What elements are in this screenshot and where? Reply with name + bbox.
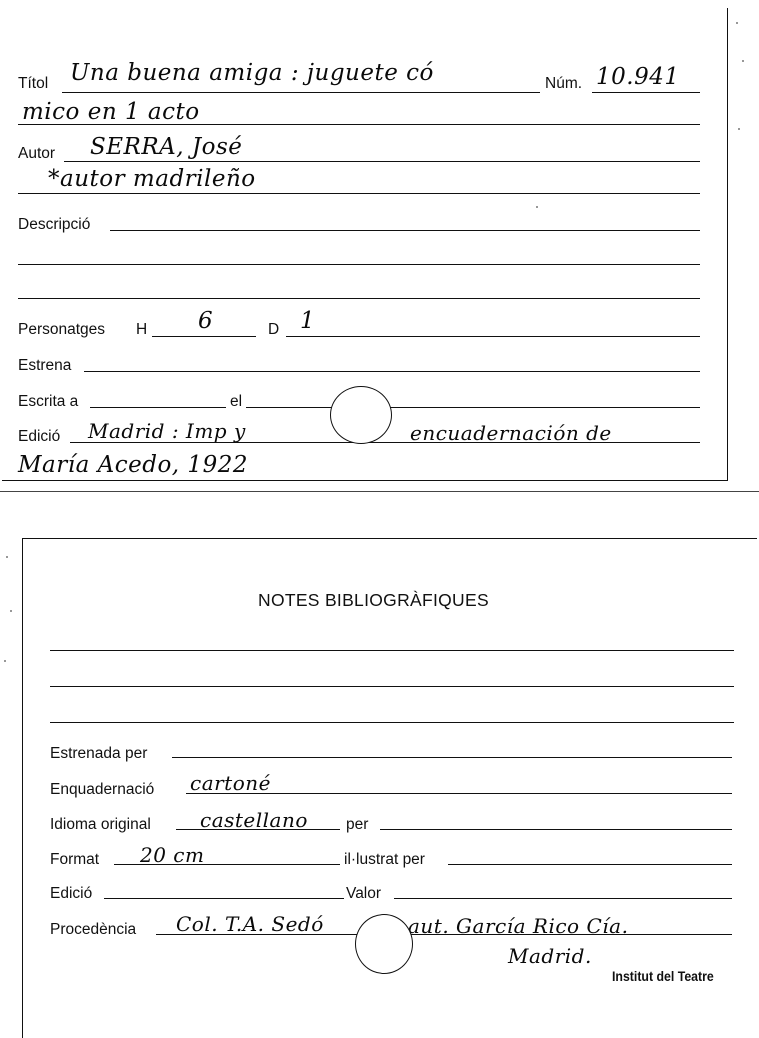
procedencia-label: Procedència — [50, 921, 137, 938]
idioma-per-label: per — [346, 816, 369, 833]
illustrat-label: il·lustrat per — [344, 851, 425, 868]
titol-value: Una buena amiga : juguete có — [70, 60, 434, 86]
escrita-line — [90, 407, 226, 408]
scan-speck — [4, 660, 6, 662]
el-label: el — [230, 393, 243, 410]
autor-line — [64, 161, 700, 162]
illustrat-line — [448, 864, 732, 865]
num-line — [592, 92, 700, 93]
estrena-line — [84, 371, 700, 372]
estrenada-label: Estrenada per — [50, 745, 148, 762]
autor-line-2 — [18, 193, 700, 194]
scan-speck — [742, 60, 744, 62]
d-label: D — [268, 321, 280, 338]
institut-stamp: Institut del Teatre — [612, 968, 714, 984]
edicio-label: Edició — [18, 428, 61, 445]
descripcio-line-2 — [18, 264, 700, 265]
idioma-per-line — [380, 829, 732, 830]
num-value: 10.941 — [596, 64, 680, 90]
format-value: 20 cm — [140, 843, 205, 867]
punch-hole-top — [330, 386, 392, 444]
scan-speck — [6, 556, 8, 558]
valor-line — [394, 898, 732, 899]
edicio-b-label: Edició — [50, 885, 93, 902]
h-label: H — [136, 321, 148, 338]
valor-label: Valor — [346, 885, 382, 902]
edicio-value: Madrid : Imp y — [88, 419, 246, 443]
titol-line — [62, 92, 540, 93]
notes-line-2 — [50, 686, 734, 687]
d-line — [286, 336, 700, 337]
h-value: 6 — [198, 308, 214, 334]
enquadernacio-label: Enquadernació — [50, 781, 155, 798]
scan-speck — [536, 206, 538, 208]
d-value: 1 — [300, 308, 316, 334]
personatges-label: Personatges — [18, 321, 106, 338]
notes-line-1 — [50, 650, 734, 651]
h-line — [152, 336, 256, 337]
procedencia-value: Col. T.A. Sedó — [176, 912, 324, 936]
punch-hole-bottom — [355, 914, 413, 974]
enquadernacio-value: cartoné — [190, 771, 271, 795]
autor-note: *autor madrileño — [48, 166, 256, 192]
format-label: Format — [50, 851, 100, 868]
autor-label: Autor — [18, 145, 56, 162]
edicio-value-b: encuadernación de — [410, 421, 612, 445]
scan-speck — [738, 128, 740, 130]
procedencia-value-2: Madrid. — [508, 944, 592, 968]
estrenada-line — [172, 757, 732, 758]
edicio-b-line — [104, 898, 344, 899]
scan-speck — [10, 610, 12, 612]
titol-value-2: mico en 1 acto — [22, 99, 200, 125]
estrena-label: Estrena — [18, 357, 72, 374]
scan-speck — [736, 22, 738, 24]
descripcio-line-3 — [18, 298, 700, 299]
notes-line-3 — [50, 722, 734, 723]
titol-label: Títol — [18, 75, 49, 92]
escrita-label: Escrita a — [18, 393, 79, 410]
procedencia-value-b: aut. García Rico Cía. — [408, 914, 629, 938]
idioma-value: castellano — [200, 808, 308, 832]
num-label: Núm. — [545, 75, 583, 92]
cut-line — [0, 491, 759, 492]
descripcio-label: Descripció — [18, 216, 91, 233]
el-line — [246, 407, 700, 408]
autor-value: SERRA, José — [90, 134, 243, 160]
idioma-label: Idioma original — [50, 816, 151, 833]
descripcio-line — [110, 230, 700, 231]
notes-heading: NOTES BIBLIOGRÀFIQUES — [258, 590, 489, 610]
edicio-value-2: María Acedo, 1922 — [18, 452, 248, 478]
